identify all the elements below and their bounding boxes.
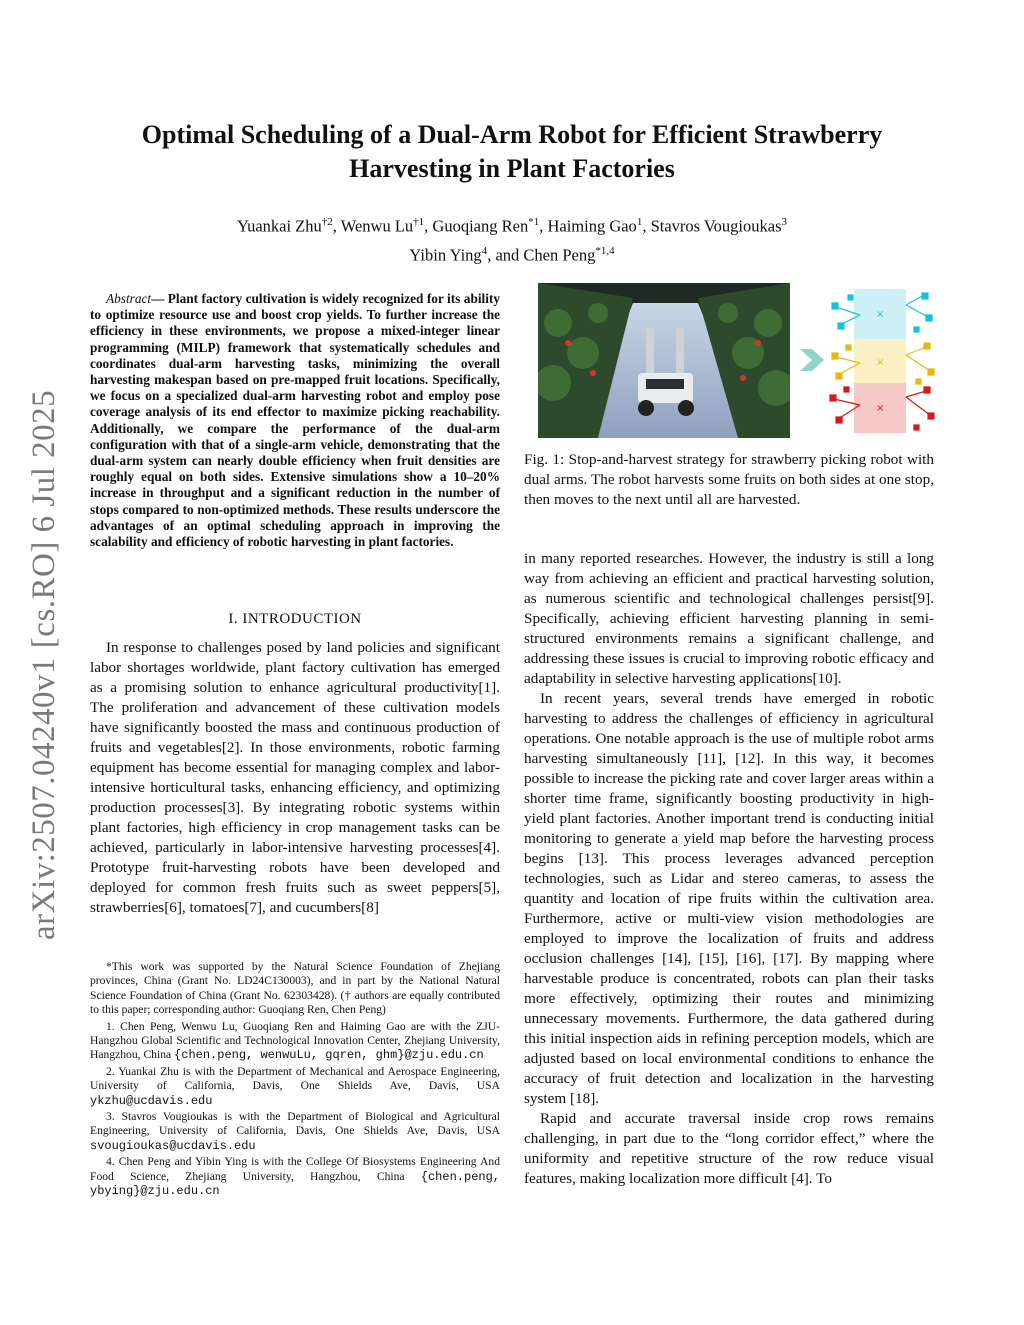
fruit-cluster-diagram xyxy=(826,287,938,437)
arxiv-identifier: arXiv:2507.04240v1 [cs.RO] 6 Jul 2025 xyxy=(26,389,62,940)
author-name: Haiming Gao xyxy=(547,216,637,236)
title-line-2: Harvesting in Plant Factories xyxy=(349,154,675,183)
footnote-affiliation-3: 3. Stavros Vougioukas is with the Department of Biological and Agricultural Engineering, University of California, Davis, One Shields Ave, Davis, USA svougioukas@ucdavis.edu xyxy=(90,1110,500,1153)
paper-title xyxy=(60,118,964,186)
arrow-icon xyxy=(800,349,824,371)
intro-paragraph-1: In response to challenges posed by land policies and significant labor shortages worldwide, plant factory cultivation has emerged as a promising solution to enhance agricultural productivity[1]. The proliferation and advancement of these cultivation models have significantly boosted the mass and continuous production of fruits and vegetables[2]. In those environments, robotic farming equipment has become essential for managing complex and labor-intensive horticultural tasks, enhancing efficiency, and optimizing production processes[3]. By integrating robotic systems within plant factories, high efficiency in crop management tasks can be achieved, particularly in labor-intensive harvesting processes[4]. Prototype fruit-harvesting robots have been developed and deployed for common fresh fruits such as sweet peppers[5], strawberries[6], tomatoes[7], and cucumbers[8] xyxy=(90,639,500,916)
author-name: Wenwu Lu xyxy=(340,216,414,236)
author-affiliation: 4 xyxy=(481,244,488,257)
abstract-text: — Plant factory cultivation is widely recognized for its ability to optimize resource use and boost crop yields. To further increase the efficiency in these environments, we propose a mixed-integer linear programming (MILP) framework that systematically schedules and coordinates dual-arm harvesting tasks, minimizing the overall harvesting makespan based on pre-mapped fruit locations. Specifically, we focus on a specialized dual-arm harvesting robot and employ pose coverage analysis of its end effector to maximize picking reachability. Additionally, we compare the performance of the dual-arm configuration with that of a single-arm vehicle, demonstrating that the dual-arm system can nearly double efficiency when fruit densities are roughly equal on both sides. Extensive simulations show a 10–20% increase in throughput and a significant reduction in the number of stops compared to non-optimized methods. These results underscore the advantages of an optimal scheduling approach in improving the scalability and efficiency of robotic harvesting in plant factories. xyxy=(90,291,500,550)
footnotes xyxy=(90,960,500,1201)
abstract-label: Abstract xyxy=(106,291,152,306)
figure-caption: Fig. 1: Stop-and-harvest strategy for strawberry picking robot with dual arms. The robot harvests some fruits on both sides at one stop, then moves to the next until all are harvested. xyxy=(524,451,934,508)
svg-text:×: × xyxy=(876,357,885,368)
author-name: Stavros Vougioukas xyxy=(650,216,782,236)
robot-photo xyxy=(538,283,790,438)
author-affiliation: 1 xyxy=(636,216,643,228)
body-paragraph: Rapid and accurate traversal inside crop rows remains challenging, in part due to the “long corridor effect,” where the uniformity and repetitive structure of the row reduce visual features, making localization more difficult [4]. To xyxy=(524,1110,934,1187)
author-name: and Chen Peng xyxy=(495,245,596,264)
svg-text:×: × xyxy=(876,403,885,414)
section-heading: I. INTRODUCTION xyxy=(228,611,362,627)
footnote-affiliation-2: 2. Yuankai Zhu is with the Department of Mechanical and Aerospace Engineering, University of California, Davis, One Shields Ave, Davis, USA ykzhu@ucdavis.edu xyxy=(90,1064,500,1108)
body-paragraph: In recent years, several trends have emerged in robotic harvesting to address the challenges of efficiency in agricultural operations. One notable approach is the use of multiple robot arms harvesting simultaneously [11], [12]. In this way, it becomes possible to increase the picking rate and cover larger areas within a shorter time frame, significantly boosting productivity in high-yield plant factories. Another important trend is conducting initial monitoring to generate a yield map before the harvesting process begins [13]. This process leverages advanced perception technologies, such as Lidar and stereo cameras, to assess the quantity and location of ripe fruits within the cultivation area. Furthermore, active or multi-view vision methodologies are employed to improve the localization of fruits and address occlusion challenges [14], [15], [16], [17]. By mapping where harvestable produce is concentrated, robots can plan their tasks more effectively, optimizing their routes and minimizing unnecessary movements. Furthermore, the data gathered during this initial inspection aids in refining perception models, which are adjusted based on local environmental conditions to enhance the accuracy of fruit detection and localization in the harvesting system [18]. xyxy=(524,690,934,1107)
right-column-text xyxy=(524,549,934,1189)
footnote-affiliation-1: 1. Chen Peng, Wenwu Lu, Guoqiang Ren and Haiming Gao are with the ZJU-Hangzhou Global Scientific and Technological Innovation Center, Zhejiang University, Hangzhou, China {chen.peng, wenwuLu, gqren, ghm}@zju.edu.cn xyxy=(90,1019,500,1063)
body-paragraph: in many reported researches. However, the industry is still a long way from achieving an efficient and practical harvesting solution, as numerous scientific and technological challenges persist[9]. Specifically, achieving efficient harvesting planning in semi-structured environments remains a significant challenge, and addressing these issues is crucial to improving robotic efficacy and adaptability in selective harvesting applications[10]. xyxy=(524,550,934,687)
greenhouse-robot-image xyxy=(538,283,790,438)
email: ykzhu@ucdavis.edu xyxy=(90,1093,213,1108)
email: svougioukas@ucdavis.edu xyxy=(90,1138,256,1153)
title-line-1: Optimal Scheduling of a Dual-Arm Robot for Efficient Strawberry xyxy=(141,120,883,149)
figure-1 xyxy=(538,283,938,439)
author-affiliation: †1 xyxy=(413,216,425,228)
author-name: Guoqiang Ren xyxy=(432,216,529,236)
author-list: Yuankai Zhu$^{\dagger 2}$, Wenwu Lu$^{\dagger 1}$, Guoqiang Ren$^{*1}$, Haiming Gao$^1$, Stavros Vougioukas$^3$ Yibin Ying$^4$, and Chen Peng$^{*1,4}$ xyxy=(236,216,788,264)
author-affiliation: 3 xyxy=(781,216,788,228)
introduction-section xyxy=(90,609,500,918)
email: {chen.peng, ybying}@zju.edu.cn xyxy=(90,1169,500,1199)
author-affiliation: †2 xyxy=(321,216,333,228)
footnote-affiliation-4: 4. Chen Peng and Yibin Ying is with the College Of Biosystems Engineering And Food Science, Zhejiang University, Hangzhou, China {chen.peng, ybying}@zju.edu.cn xyxy=(90,1155,500,1199)
author-name: Yuankai Zhu xyxy=(236,216,322,236)
email: {chen.peng, wenwuLu, gqren, ghm}@zju.edu.cn xyxy=(174,1048,484,1063)
author-affiliation: *1,4 xyxy=(595,244,615,257)
svg-text:×: × xyxy=(876,309,885,320)
abstract xyxy=(90,291,500,550)
author-name: Yibin Ying xyxy=(409,245,482,264)
author-affiliation: *1 xyxy=(528,216,540,228)
footnote-funding: *This work was supported by the Natural Science Foundation of Zhejiang provinces, China (Grant No. LD24C130003), and in part by the National Natural Science Foundation of China (Grant No. 62303428). († authors are equally contributed to this paper; corresponding author: Guoqiang Ren, Chen Peng) xyxy=(90,960,500,1017)
